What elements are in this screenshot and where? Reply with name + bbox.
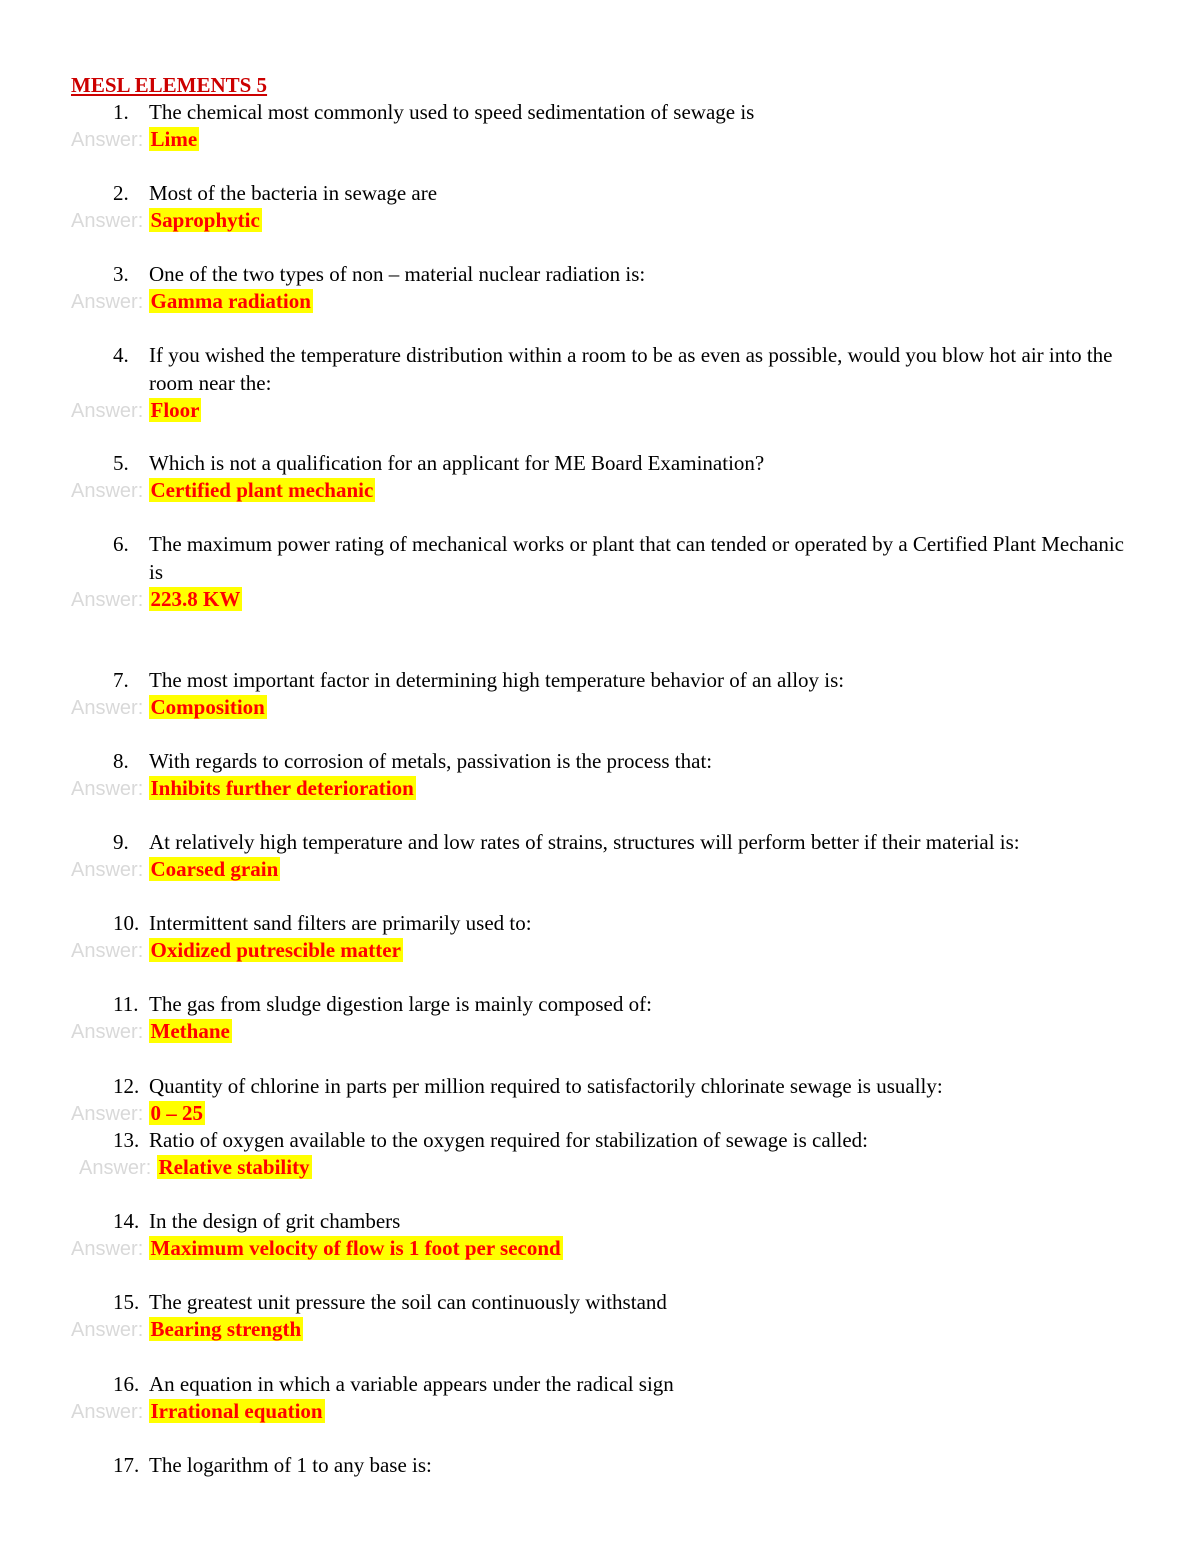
answer-label: Answer: (71, 940, 144, 962)
answer-label: Answer: (71, 1103, 144, 1125)
question-text: In the design of grit chambers (149, 1209, 401, 1233)
answer-line (71, 397, 201, 425)
answer-label: Answer: (71, 400, 144, 422)
answer-label: Answer: (71, 1319, 144, 1341)
question-number: 15. (113, 1290, 140, 1314)
answer-label: Answer: (71, 778, 144, 800)
answer-value: Saprophytic (150, 208, 260, 232)
answer-line (71, 126, 199, 154)
answer-label: Answer: (71, 480, 144, 502)
question-text: If you wished the temperature distribution within a room to be as even as possible, would you blow hot air into the room near the: (149, 343, 1113, 395)
question-number: 11. (113, 992, 139, 1016)
answer-value: Floor (150, 398, 200, 422)
question-number: 10. (113, 911, 140, 935)
question-number: 1. (113, 100, 129, 124)
question-text: The maximum power rating of mechanical works or plant that can tended or operated by a Certified Plant Mechanic is (149, 532, 1124, 584)
question-text: The chemical most commonly used to speed sedimentation of sewage is (149, 100, 755, 124)
answer-value: 0 – 25 (150, 1101, 203, 1125)
question-number: 9. (113, 830, 129, 854)
answer-line (71, 1316, 303, 1344)
question-number: 7. (113, 668, 129, 692)
question-number: 17. (113, 1453, 140, 1477)
question-text: The logarithm of 1 to any base is: (149, 1453, 432, 1477)
answer-label: Answer: (71, 1021, 144, 1043)
answer-label: Answer: (71, 129, 144, 151)
answer-line (71, 1235, 563, 1263)
answer-value: Oxidized putrescible matter (150, 938, 401, 962)
answer-label: Answer: (71, 291, 144, 313)
answer-label: Answer: (79, 1157, 152, 1179)
answer-value: Relative stability (158, 1155, 310, 1179)
question-number: 4. (113, 343, 129, 367)
answer-value: Lime (150, 127, 198, 151)
answer-line (71, 586, 242, 614)
question-number: 6. (113, 532, 129, 556)
question-text: The most important factor in determining high temperature behavior of an alloy is: (149, 668, 845, 692)
answer-line (71, 775, 416, 803)
answer-line (71, 1018, 232, 1046)
answer-line (71, 694, 267, 722)
question-text: At relatively high temperature and low rates of strains, structures will perform better if their material is: (149, 830, 1020, 854)
answer-line (79, 1154, 312, 1182)
answer-line (71, 1100, 205, 1128)
answer-value: Bearing strength (150, 1317, 302, 1341)
question-text: An equation in which a variable appears under the radical sign (149, 1372, 674, 1396)
question-number: 14. (113, 1209, 140, 1233)
question-number: 5. (113, 451, 129, 475)
question-text: The gas from sludge digestion large is mainly composed of: (149, 992, 652, 1016)
answer-value: Coarsed grain (150, 857, 279, 881)
answer-label: Answer: (71, 589, 144, 611)
answer-value: 223.8 KW (150, 587, 241, 611)
question-text: Intermittent sand filters are primarily used to: (149, 911, 532, 935)
answer-value: Inhibits further deterioration (150, 776, 414, 800)
answer-line (71, 1398, 325, 1426)
answer-value: Composition (150, 695, 265, 719)
answer-label: Answer: (71, 210, 144, 232)
document-title: MESL ELEMENTS 5 (71, 73, 268, 97)
answer-label: Answer: (71, 859, 144, 881)
question-number: 2. (113, 181, 129, 205)
question-text: Which is not a qualification for an applicant for ME Board Examination? (149, 451, 765, 475)
question-number: 8. (113, 749, 129, 773)
question-text: Quantity of chlorine in parts per million required to satisfactorily chlorinate sewage is usually: (149, 1074, 943, 1098)
answer-value: Irrational equation (150, 1399, 323, 1423)
answer-line (71, 207, 262, 235)
question-text: The greatest unit pressure the soil can continuously withstand (149, 1290, 667, 1314)
answer-label: Answer: (71, 1238, 144, 1260)
answer-value: Methane (150, 1019, 230, 1043)
answer-line (71, 477, 375, 505)
question-text: One of the two types of non – material nuclear radiation is: (149, 262, 646, 286)
answer-value: Gamma radiation (150, 289, 311, 313)
question-number: 12. (113, 1074, 140, 1098)
question-text: With regards to corrosion of metals, passivation is the process that: (149, 749, 713, 773)
question-number: 13. (113, 1128, 140, 1152)
answer-value: Certified plant mechanic (150, 478, 374, 502)
question-number: 3. (113, 262, 129, 286)
question-text: Most of the bacteria in sewage are (149, 181, 438, 205)
answer-line (71, 937, 403, 965)
answer-label: Answer: (71, 697, 144, 719)
question-number: 16. (113, 1372, 140, 1396)
answer-value: Maximum velocity of flow is 1 foot per second (150, 1236, 561, 1260)
question-text: Ratio of oxygen available to the oxygen required for stabilization of sewage is called: (149, 1128, 869, 1152)
answer-label: Answer: (71, 1401, 144, 1423)
answer-line (71, 856, 280, 884)
answer-line (71, 288, 313, 316)
